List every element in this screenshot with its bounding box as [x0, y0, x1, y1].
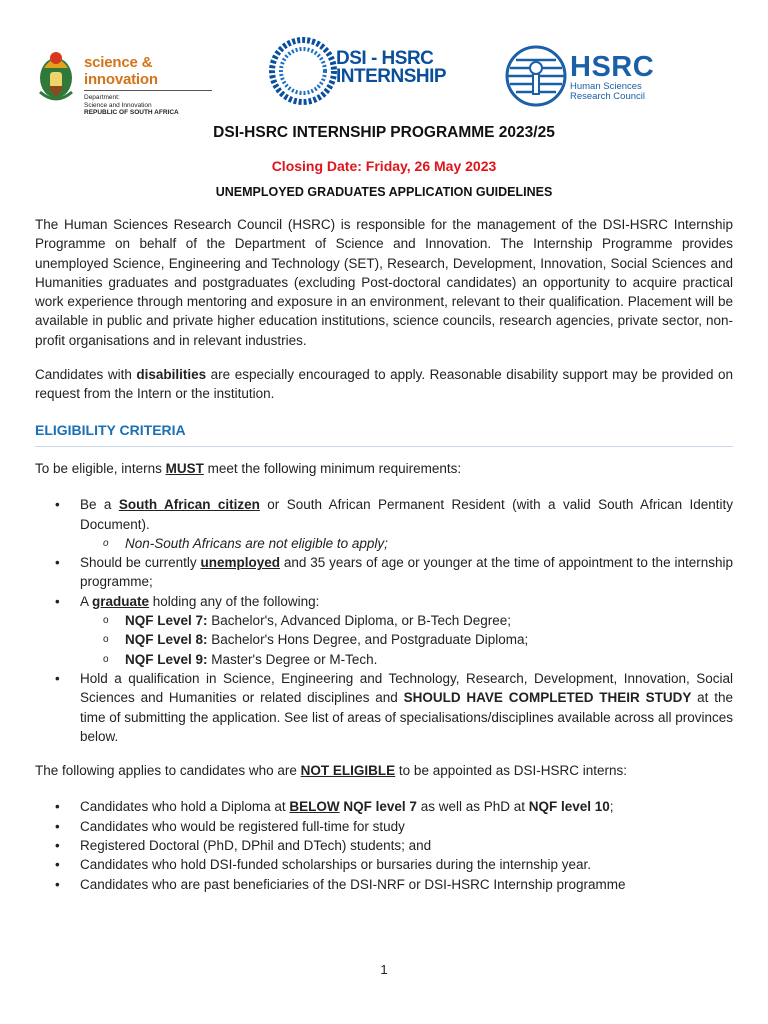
nqf-label: NQF level 10 — [528, 799, 610, 815]
not-eligible-list — [35, 797, 733, 893]
list-item — [35, 495, 733, 553]
text-run: holding any of the following: — [149, 593, 320, 609]
list-item — [80, 630, 733, 649]
eligibility-list — [35, 495, 733, 746]
sa-logo-line3: REPUBLIC OF SOUTH AFRICA — [84, 109, 179, 116]
disability-paragraph — [35, 365, 733, 404]
internship-ring-icon — [268, 36, 338, 106]
internship-logo-line2: INTERNSHIP — [336, 66, 447, 87]
nqf-label: NQF Level 9: — [125, 651, 208, 667]
not-eligible-emphasis: NOT ELIGIBLE — [300, 763, 396, 779]
disabilities-emphasis: disabilities — [136, 367, 207, 383]
text-run: and 35 years of age or younger at the time of appointment to the internship programme; — [80, 555, 733, 590]
sa-logo-line2: Science and Innovation — [84, 101, 152, 109]
hsrc-logo — [504, 44, 674, 108]
text-run: A — [80, 593, 93, 609]
text-run: Hold a qualification in Science, Engineering and Technology, Research, Development, Innovation, Social Sciences and Humanities or related disciplines and — [80, 670, 733, 706]
nqf-label: NQF Level 8: — [125, 632, 208, 648]
list-item: • Candidates who would be registered full-time for study — [35, 817, 733, 836]
sa-logo-divider — [84, 90, 212, 91]
text-run: at the time of submitting the application. See list of areas of specialisations/disciplines available across all provinces below. — [80, 690, 734, 744]
closing-date: Closing Date: Friday, 26 May 2023 — [271, 158, 497, 174]
text-run: ; — [609, 799, 614, 815]
citizen-emphasis: South African citizen — [118, 497, 260, 513]
hsrc-logo-acronym: HSRC — [570, 51, 655, 83]
list-item — [35, 669, 733, 746]
sub-list — [80, 534, 733, 553]
list-item: • Registered Doctoral (PhD, DPhil and DTech) students; and — [35, 836, 733, 855]
south-africa-coat-of-arms-icon — [34, 46, 78, 106]
text-run: as well as PhD at — [416, 799, 529, 815]
dsi-department-logo — [34, 44, 224, 116]
text-run: To be eligible, interns — [35, 460, 166, 476]
list-item — [35, 797, 733, 816]
list-item: o Non-South Africans are not eligible to apply; — [80, 534, 733, 553]
text-run: Candidates with — [35, 367, 137, 383]
dsi-hsrc-internship-logo — [268, 36, 448, 106]
document-body — [35, 215, 733, 894]
nqf-label: NQF level 7 — [339, 799, 417, 815]
text-run: Bachelor's, Advanced Diploma, or B-Tech Degree; — [207, 613, 512, 629]
not-eligible-intro — [35, 761, 733, 780]
intro-paragraph: The Human Sciences Research Council (HSRC) is responsible for the management of the DSI-HSRC Internship Programme on behalf of the Department of Science and Innovation. The Internship Programme provides unemployed Science, Engineering and Technology (SET), Research, Development, Innovation, Social Sciences and Humanities graduates and postgraduates (excluding Post-doctoral candidates) an opportunity to acquire practical work experience through mentoring and exposure in an environment, relevant to their qualification. Placement will be available in public and private higher education institutions, science councils, research agencies, private sector, non-profit organisations and in relevant industries. — [35, 217, 733, 348]
text-run: or South African Permanent Resident (with a valid South African Identity Document). — [80, 497, 733, 532]
eligibility-heading: ELIGIBILITY CRITERIA — [35, 421, 733, 447]
list-item — [80, 650, 733, 669]
text-run: Be a — [80, 497, 119, 513]
page-number: 1 — [380, 962, 388, 977]
list-item — [35, 592, 733, 669]
must-emphasis: MUST — [165, 460, 204, 476]
text-run: to be appointed as DSI-HSRC interns: — [395, 763, 628, 779]
below-emphasis: BELOW — [289, 799, 340, 815]
sa-logo-title: science & innovation — [84, 54, 158, 88]
nqf-label: NQF Level 7: — [125, 613, 208, 629]
list-item: • Candidates who hold DSI-funded scholarships or bursaries during the internship year. — [35, 855, 733, 874]
document-subtitle: UNEMPLOYED GRADUATES APPLICATION GUIDELINES — [215, 185, 553, 199]
document-title: DSI-HSRC INTERNSHIP PROGRAMME 2023/25 — [213, 124, 555, 141]
sub-list — [80, 611, 733, 669]
text-run: The following applies to candidates who are — [35, 763, 301, 779]
hsrc-logo-line1: Human Sciences — [570, 81, 642, 92]
text-run: Master's Degree or M-Tech. — [207, 651, 378, 667]
completed-study-emphasis: SHOULD HAVE COMPLETED THEIR STUDY — [403, 690, 692, 706]
sa-logo-line1: Department: — [84, 94, 120, 101]
text-run: Candidates who hold a Diploma at — [80, 799, 290, 815]
list-item — [35, 553, 733, 592]
graduate-emphasis: graduate — [92, 593, 150, 609]
page-header — [0, 0, 768, 120]
text-run: Should be currently — [80, 555, 201, 571]
hsrc-globe-icon — [504, 44, 568, 108]
eligibility-intro — [35, 459, 733, 478]
text-run: meet the following minimum requirements: — [203, 460, 462, 476]
list-item: • Candidates who are past beneficiaries of the DSI-NRF or DSI-HSRC Internship programme — [35, 875, 733, 894]
list-item — [80, 611, 733, 630]
internship-logo-line1: DSI - HSRC — [336, 48, 434, 69]
text-run: are especially encouraged to apply. Reasonable disability support may be provided on request from the Intern or the institution. — [35, 367, 733, 402]
hsrc-logo-line2: Research Council — [570, 91, 645, 102]
unemployed-emphasis: unemployed — [200, 555, 280, 571]
text-run: Bachelor's Hons Degree, and Postgraduate Diploma; — [207, 632, 529, 648]
